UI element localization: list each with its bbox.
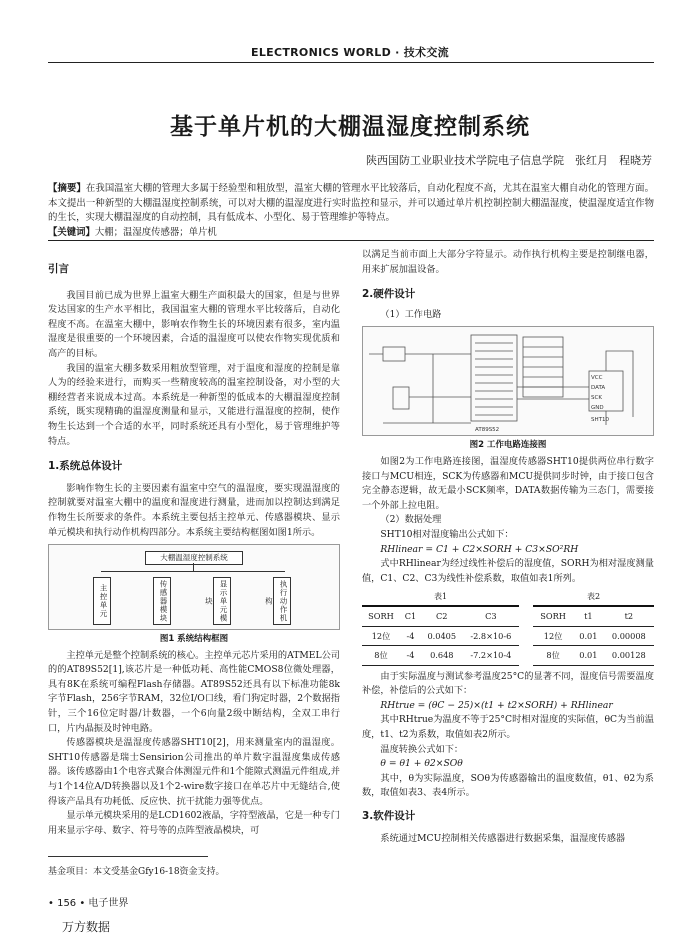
section1-paragraph-3: 传感器模块是温湿度传感器SHT10[2]，用来测量室内的温湿度。SHT10传感器是瑞士Sensirion公司推出的单片数字温湿度集成传感器。该传感器由1个电容式聚合体测湿元件和1个能隙式测温元件组成,并与1个14位A/D转换器以及1个2-wire数字接口在单芯片中无缝结合,使得该产品具有功耗低、反应快、抗干扰能力强等优点。 <box>48 737 340 807</box>
t2-header: SORH <box>533 606 573 626</box>
rh-explain: 式中RHlinear为经过线性补偿后的湿度值，SORH为相对湿度测量值，C1、C2、C3为线性补偿系数，取值如表1所列。 <box>362 558 654 584</box>
header-rule <box>48 62 654 63</box>
table-cell: 0.01 <box>573 646 604 666</box>
table-cell: 0.648 <box>421 646 463 666</box>
heading-section-2: 2.硬件设计 <box>362 288 416 301</box>
formula-rh-true: RHtrue = (θC − 25)×(t1 + t2×SORH) + RHlinear <box>380 699 613 711</box>
keywords-text: 大棚；温湿度传感器；单片机 <box>94 226 217 238</box>
table-cell: 12位 <box>533 626 573 646</box>
authors: 陕西国防工业职业技术学院电子信息学院 张红月 程晓芳 <box>366 154 652 167</box>
t2-header: t2 <box>604 606 654 626</box>
table-1-title: 表1 <box>434 592 448 602</box>
heading-intro: 引言 <box>48 263 69 275</box>
vcc-label: VCC <box>591 375 603 382</box>
table-row <box>362 646 519 666</box>
abstract-text: 在我国温室大棚的管理大多属于经验型和粗放型，温室大棚的管理水平比较落后，自动化程度不高，尤其在温室大棚自动化的管理方面。本文提出一种新型的大棚温湿度控制系统，可以对大棚的温湿度进行实时监控和显示，并可以通过单片机控制控制大棚温湿度，使温湿度适宜作物的生长，实现大棚温湿度的自动控制，具有低成本、小型化、易于管理维护等特点。 <box>48 183 654 224</box>
temp-explain: 其中，θ为实际温度，SOθ为传感器输出的温度数值，θ1、θ2为系数，取值如表3、表4所示。 <box>362 772 654 799</box>
table-cell: 0.0405 <box>421 626 463 646</box>
circuit-diagram <box>363 327 653 435</box>
watermark: 万方数据 <box>62 920 111 934</box>
mcu-label: AT89S52 <box>475 427 500 434</box>
figure-2-caption: 图2 工作电路连接图 <box>469 440 547 451</box>
table-1 <box>362 590 519 665</box>
footnote: 基金项目：本文受基金Gfy16-18资金支持。 <box>48 867 225 877</box>
table-cell: 0.01 <box>573 626 604 646</box>
temp-comp-paragraph: 由于实际温度与测试参考温度25°C的显著不同，湿度信号需要温度补偿，补偿后的公式如下： <box>362 670 654 697</box>
footnote-rule <box>48 856 208 857</box>
table-row <box>533 646 654 666</box>
gnd-label: GND <box>591 405 604 412</box>
tables-row <box>362 590 654 665</box>
fig1-box-sensor: 传感器模块 <box>153 577 171 625</box>
reset-block <box>393 387 409 409</box>
abstract-label: 【摘要】 <box>48 183 86 194</box>
figure-1-block-diagram <box>48 544 340 630</box>
table-cell: 8位 <box>533 646 573 666</box>
figure-2-circuit <box>362 326 654 436</box>
table-cell: 12位 <box>362 626 400 646</box>
heading-section-3: 3.软件设计 <box>362 810 416 823</box>
mcu-chip <box>471 335 517 421</box>
formula-temp: θ = θ1 + θ2×SOθ <box>380 758 463 770</box>
fig1-box-main: 主控单元 <box>93 577 111 625</box>
abstract-rule <box>48 240 654 241</box>
temp-intro: 温度转换公式如下： <box>380 743 464 755</box>
sck-label: SCK <box>591 395 602 402</box>
intro-paragraph-2: 我国的温室大棚多数采用粗放型管理，对于温度和湿度的控制是靠人为的经验来进行，而购买一些精度较高的温室控制设备，对小型的大棚经营者来说成本过高。本系统是一种新型的低成本的大棚温湿度控制系统，既实现精确的温湿度测量和显示，又能进行温湿度的控制，使作物生长达到一个合适的水平，同时系统还具有小型化，易于管理维护等特点。 <box>48 362 340 447</box>
left-column <box>48 262 340 838</box>
table-cell: 8位 <box>362 646 400 666</box>
data-label: DATA <box>591 385 606 392</box>
t1-header: C3 <box>463 606 520 626</box>
fig1-top-box: 大棚温湿度控制系统 <box>145 551 243 565</box>
heading-section-1: 1.系统总体设计 <box>48 460 123 473</box>
section1-paragraph-4: 显示单元模块采用的是LCD1602液晶，字符型液晶，它是一种专门用来显示字母、数字、符号等的点阵型液晶模块，可 <box>48 810 340 836</box>
table-cell: 0.00008 <box>604 626 654 646</box>
subheading-circuit: （1）工作电路 <box>380 308 442 320</box>
table-cell: -7.2×10-4 <box>463 646 520 666</box>
t2-header: t1 <box>573 606 604 626</box>
t1-header: SORH <box>362 606 400 626</box>
table-2 <box>533 590 654 665</box>
table-2-title: 表2 <box>587 592 601 602</box>
paper-title: 基于单片机的大棚温湿度控制系统 <box>170 113 530 140</box>
table-cell: -4 <box>400 626 421 646</box>
table-row <box>362 626 519 646</box>
abstract <box>48 182 654 240</box>
right-column <box>362 248 654 846</box>
sht-label: SHT10 <box>591 417 609 424</box>
keywords-label: 【关键词】 <box>48 226 95 238</box>
subheading-data: （2）数据处理 <box>380 514 442 526</box>
rh-true-explain: 其中RHtrue为温度不等于25°C时相对湿度的实际值，θC为当前温度，t1、t2为系数，取值如表2所示。 <box>362 714 654 741</box>
formula-rh-linear: RHlinear = C1 + C2×SORH + C3×SO²RH <box>380 543 579 555</box>
rh-intro: SHT10相对湿度输出公式如下： <box>380 528 514 540</box>
t1-header: C1 <box>400 606 421 626</box>
power-block <box>383 347 405 361</box>
circuit-paragraph: 如图2为工作电路连接图，温湿度传感器SHT10提供两位串行数字接口与MCU相连，SCK为传感器和MCU提供同步时钟，由于接口包含完全静态逻辑，故无最小SCK频率，DATA数据传输为三态门，需要接一个外部上拉电阻。 <box>362 455 654 511</box>
section1-paragraph-2: 主控单元是整个控制系统的核心。主控单元芯片采用的ATMEL公司的的AT89S52[1],该芯片是一种低功耗、高性能CMOS8位微处理器，具有8K在系统可编程Flash存储器。AT89S52还具有以下标准功能8k字节Flash，256字节RAM，32位I/O口线，看门狗定时器，2个数据指针，三个16位定时器/计数器，一个6向量2级中断结构，全双工串行口，片内晶振及时钟电路。 <box>48 649 340 734</box>
table-row <box>533 626 654 646</box>
software-paragraph: 系统通过MCU控制相关传感器进行数据采集，温湿度传感器 <box>380 832 626 844</box>
intro-paragraph-1: 我国目前已成为世界上温室大棚生产面积最大的国家，但是与世界发达国家的生产水平相比，我国温室大棚的管理水平比较落后，自动化程度不高。在温室大棚中，影响农作物生长的环境因素有很多，室内温湿度是很重要的一个环境因素，合适的温湿度可以使农作物实现优质和高产的目标。 <box>48 289 340 359</box>
page-number: • 156 • 电子世界 <box>48 898 129 909</box>
section1-paragraph-1: 影响作物生长的主要因素有温室中空气的温湿度，要实现温湿度的控制就要对温室大棚中的温度和湿度进行测量，进而加以控制达到满足作物生长所要求的条件。本系统主要包括主控单元、传感器模块、显示单元模块和执行动作机构四部分。本系统主要结构框图如图1所示。 <box>48 482 340 538</box>
table-cell: -2.8×10-6 <box>463 626 520 646</box>
fig1-box-actuator: 执行动作机构 <box>273 577 291 625</box>
fig1-connector <box>193 563 194 571</box>
table-cell: -4 <box>400 646 421 666</box>
table-cell: 0.00128 <box>604 646 654 666</box>
fig1-bus-line <box>101 571 285 572</box>
figure-1-caption: 图1 系统结构框图 <box>159 634 229 645</box>
journal-header: ELECTRONICS WORLD · 技术交流 <box>251 46 449 59</box>
right-paragraph-0: 以满足当前市面上大部分字符显示。动作执行机构主要是控制继电器，用来扩展加温设备。 <box>362 249 654 275</box>
t1-header: C2 <box>421 606 463 626</box>
fig1-box-display: 显示单元模块 <box>213 577 231 625</box>
